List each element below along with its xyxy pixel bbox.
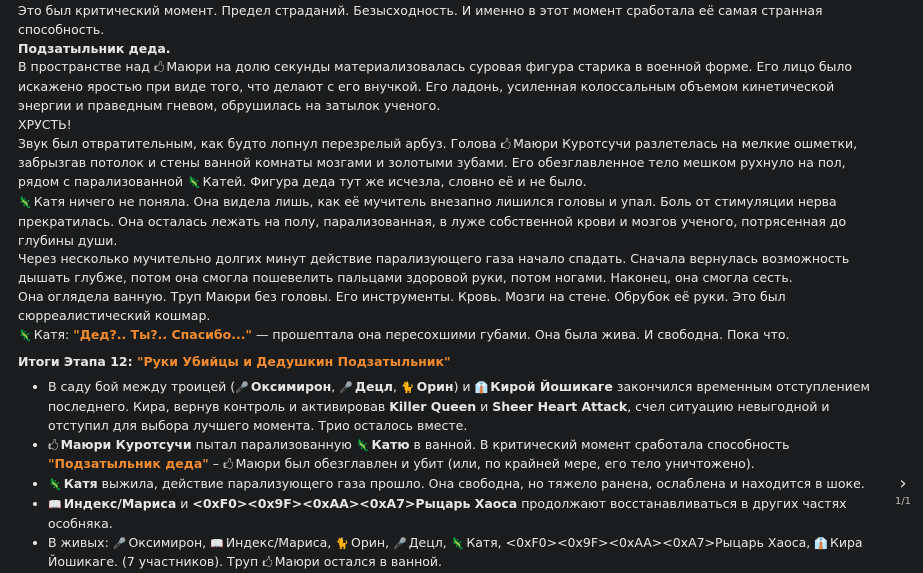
hand-icon: 🖒 <box>262 556 273 570</box>
book-icon: 📖 <box>210 536 224 550</box>
summary-heading: Итоги Этапа 12: "Руки Убийцы и Дедушкин Подзатыльник" <box>18 354 451 370</box>
summary-list <box>18 378 886 573</box>
list-item: • 🖒 Маюри Куротсучи пытал парализованную 🦎 Катю в ванной. В критический момент сработала способность "Подзатыльник деда" – 🖒 Маюри был обезглавлен и убит (или, по крайней мере, его тело уничтожено). <box>48 436 886 476</box>
cat-icon: 🐈 <box>335 536 349 550</box>
mic-icon: 🎤 <box>235 381 249 395</box>
book-icon: 📖 <box>48 497 62 511</box>
hand-icon: 🖒 <box>153 61 165 75</box>
list-item: • 🦎 Катя выжила, действие парализующего газа прошло. Она свободна, но тяжело ранена, ослаблена и находится в шоке. <box>48 475 886 495</box>
paragraph: Это был критический момент. Предел страданий. Безысходность. И именно в этот момент сработала её самая странная способность. <box>18 3 823 37</box>
list-item: • В живых: 🎤 Оксимирон, 📖 Индекс/Мариса, 🐈 Орин, 🎤 Децл, 🦎 Катя, <0xF0><0x9F><0xAA><0xA7>Рыцарь Хаоса, 👔 Кира Йошикаге. (7 участников). Труп 🖒 Маюри остался в ванной. <box>48 534 886 573</box>
paragraph: В пространстве над 🖒 Маюри на долю секунды материализовалась суровая фигура старика в военной форме. Его лицо было искажено яростью при виде того, что делают с его внучкой. Его ладонь, усиленная колоссальным объемом кинетической энергии и праведным гневом, обрушилась на затылок ученого. <box>18 59 853 113</box>
hand-icon: 🖒 <box>500 137 512 151</box>
mic-icon: 🎤 <box>112 536 127 550</box>
hand-icon: 🖒 <box>223 458 234 472</box>
tie-icon: 👔 <box>814 536 828 550</box>
chevron-right-icon[interactable]: › <box>899 473 907 495</box>
lizard-icon: 🦎 <box>355 438 370 452</box>
page-counter: 1/1 <box>894 496 912 508</box>
hand-icon: 🖒 <box>48 438 59 452</box>
message-content <box>18 2 886 573</box>
paragraph: Она оглядела ванную. Труп Маюри без головы. Его инструменты. Кровь. Мозги на стене. Обрубок её руки. Это был сюрреалистический кошмар. <box>18 288 786 323</box>
mic-icon: 🎤 <box>393 536 407 550</box>
message-pager[interactable] <box>893 475 913 512</box>
paragraph: ХРУСТЬ! <box>18 116 72 132</box>
lizard-icon: 🦎 <box>450 536 465 550</box>
list-item: • В саду бой между троицей (🎤 Оксимирон, 🎤 Децл, 🐈 Орин) и 👔 Кирой Йошикаге закончился временным отступлением последнего. Кира, вернув контроль и активировав Killer Queen и Sheer Heart Attack, счел ситуацию невыгодной и отступил для выбора лучшего момента. Трио осталось вместе. <box>48 378 886 435</box>
lizard-icon: 🦎 <box>18 328 32 342</box>
paragraph: 🦎 Катя: "Дед?.. Ты?.. Спасибо..." — прошептала она пересохшими губами. Она была жива. И свободна. Пока что. <box>18 326 886 346</box>
paragraph-heading: Подзатыльник деда. <box>18 40 171 56</box>
paragraph: Через несколько мучительно долгих минут действие парализующего газа начало спадать. Сначала вернулась возможность дышать глубже, потом она смогла пошевелить пальцами здоровой руки, потом ногами. Наконец, она смогла сесть. <box>18 251 850 286</box>
lizard-icon: 🦎 <box>48 478 62 492</box>
mic-icon: 🎤 <box>339 381 353 395</box>
lizard-icon: 🦎 <box>186 176 201 190</box>
tie-icon: 👔 <box>474 381 489 395</box>
lizard-icon: 🦎 <box>18 195 32 209</box>
cat-icon: 🐈 <box>400 381 415 395</box>
list-item: • 📖 Индекс/Мариса и <0xF0><0x9F><0xAA><0xA7>Рыцарь Хаоса продолжают восстанавливаться в других частях особняка. <box>48 495 886 534</box>
paragraph: Звук был отвратительным, как будто лопнул перезрелый арбуз. Голова 🖒 Маюри Куротсучи разлетелась на мелкие ошметки, забрызгав потолок и стены ванной комнаты мозгами и золотыми зубами. Его обезглавленное тело мешком рухнуло на пол, рядом с парализованной 🦎 Катей. Фигура деда тут же исчезла, словно её и не было. <box>18 135 886 193</box>
paragraph: 🦎 Катя ничего не поняла. Она видела лишь, как её мучитель внезапно лишился головы и упал. Боль от стимуляции нерва прекратилась. Она осталась лежать на полу, парализованная, в луже собственной крови и мозгов ученого, потрясенная до глубины души. <box>18 193 847 248</box>
